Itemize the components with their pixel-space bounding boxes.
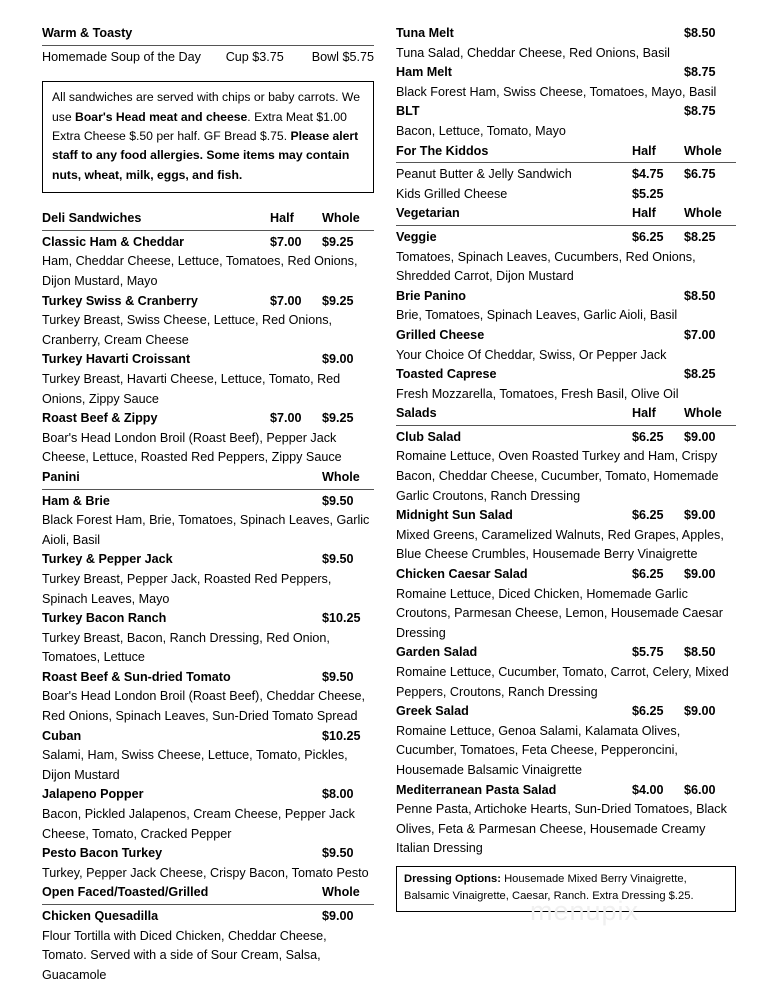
menu-item-row [42,48,374,68]
item-price-half: $7.00 [270,293,302,308]
item-price-whole: $6.75 [684,167,716,182]
item-name: Turkey & Pepper Jack [42,552,173,567]
note-text-2: . Extra Meat $1.00 Extra Cheese $.50 per half. GF Bread $.75. [52,109,347,143]
section-title: Salads [396,406,437,421]
item-description: Brie, Tomatoes, Spinach Leaves, Garlic Aioli, Basil [396,308,678,323]
item-name: Tuna Melt [396,26,454,40]
item-description: Romaine Lettuce, Diced Chicken, Homemade Garlic Croutons, Parmesan Cheese, Lemon, Housemade Caesar Dressing [396,586,723,640]
column-header-whole: Whole [322,469,360,484]
item-description: Black Forest Ham, Brie, Tomatoes, Spinach Leaves, Garlic Aioli, Basil [42,513,370,547]
menu-item-row [396,24,736,44]
item-description: Romaine Lettuce, Oven Roasted Turkey and Ham, Crispy Bacon, Cheddar Cheese, Cucumber, Tomato, Homemade Garlic Croutons, Ranch Dressing [396,449,719,503]
item-price-whole: $8.25 [684,367,716,382]
item-price-half: $7.00 [270,411,302,426]
item-description: Turkey, Pepper Jack Cheese, Crispy Bacon, Tomato Pesto [42,865,369,880]
section-header [396,404,736,424]
item-description: Penne Pasta, Artichoke Hearts, Sun-Dried Tomatoes, Black Olives, Feta & Parmesan Cheese, Housemade Creamy Italian Dressing [396,802,727,856]
menu-item-row [396,228,736,248]
item-price-whole: $8.00 [322,787,354,802]
section-header [42,883,374,903]
item-price-half: $6.25 [632,567,664,582]
section-rule [42,230,374,231]
section-title: For The Kiddos [396,143,489,158]
item-name: Classic Ham & Cheddar [42,234,185,249]
menu-item-row [396,506,736,526]
column-header-whole: Whole [322,885,360,900]
item-price-whole: $10.25 [322,728,361,743]
column-header-whole: Whole [684,143,722,158]
item-price-bowl: Bowl $5.75 [311,49,374,64]
item-description: Boar's Head London Broil (Roast Beef), Cheddar Cheese, Red Onions, Spinach Leaves, Sun-Dried Tomato Spread [42,689,366,724]
item-name: Roast Beef & Sun-dried Tomato [42,669,231,684]
section-rule [396,425,736,426]
item-price-whole: $9.50 [322,552,354,567]
menu-item-row [42,550,374,570]
section-rule [396,225,736,226]
item-description: Ham, Cheddar Cheese, Lettuce, Tomatoes, Red Onions, Dijon Mustard, Mayo [42,254,358,288]
item-name: Ham & Brie [42,493,110,508]
item-description: Mixed Greens, Caramelized Walnuts, Red Grapes, Apples, Blue Cheese Crumbles, Housemade Berry Vinaigrette [396,527,724,562]
section-header [42,24,374,44]
section-rule [42,904,374,905]
item-name: Turkey Swiss & Cranberry [42,293,198,308]
item-price-whole: $8.50 [684,288,716,303]
item-name: Turkey Bacon Ranch [42,611,167,626]
item-name: Toasted Caprese [396,367,497,382]
item-description: Turkey Breast, Swiss Cheese, Lettuce, Red Onions, Cranberry, Cream Cheese [42,313,333,347]
column-header-half: Half [270,211,294,226]
item-name: Grilled Cheese [396,327,485,342]
section-rule [42,489,374,490]
column-header-whole: Whole [684,206,722,221]
item-price-whole: $9.00 [322,352,354,367]
item-name: Midnight Sun Salad [396,508,513,523]
menu-item-row [396,643,736,663]
item-price-half: $7.00 [270,234,302,249]
item-name: Garden Salad [396,645,478,660]
item-price-whole: $10.25 [322,611,361,626]
item-description: Tuna Salad, Cheddar Cheese, Red Onions, Basil [396,45,670,60]
item-price-whole: $7.00 [684,327,716,342]
item-description: Turkey Breast, Bacon, Ranch Dressing, Red Onion, Tomatoes, Lettuce [42,630,330,665]
column-header-half: Half [632,406,656,421]
item-price-whole: $8.50 [684,26,716,40]
menu-item-row [42,609,374,629]
section-rule [396,162,736,163]
section-header [396,204,736,224]
item-price-half: $6.25 [632,704,664,719]
item-price-half: $6.25 [632,508,664,523]
item-name: Club Salad [396,429,462,444]
item-name: Mediterranean Pasta Salad [396,782,557,797]
section-warm-and-toasty [42,24,374,67]
item-price-whole: $8.75 [684,65,716,80]
item-description: Turkey Breast, Havarti Cheese, Lettuce, Tomato, Red Onions, Zippy Sauce [42,371,341,406]
column-header-whole: Whole [684,406,722,421]
menu-item-row [396,102,736,122]
note-allergy-warning: Please alert staff to any food allergies. Some items may contain nuts, wheat, milk, eggs, and fish. [52,129,359,182]
menu-item-row [42,844,374,864]
menu-section [42,468,374,883]
menu-item-row [42,233,374,253]
right-continued-container [396,24,736,142]
menu-section [42,883,374,985]
section-rule [42,45,374,46]
menu-item-row [42,907,374,927]
item-price-whole: $9.00 [684,704,716,719]
menu-item-row [396,781,736,801]
section-title: Vegetarian [396,206,460,221]
menu-item-row [42,409,374,429]
item-price-whole: $8.50 [684,645,716,660]
menu-item-row [42,668,374,688]
dressing-options-label: Dressing Options: [404,872,501,885]
menu-section [42,209,374,468]
note-text-1: All sandwiches are served with chips or baby carrots. We use [52,90,360,124]
item-price-whole: $9.25 [322,411,354,426]
item-name: Turkey Havarti Croissant [42,352,191,367]
dressing-options-text: Housemade Mixed Berry Vinaigrette, Balsamic Vinaigrette, Caesar, Ranch. Extra Dressing $.25. [404,872,694,903]
item-name: Homemade Soup of the Day [42,49,201,64]
menu-item-row [42,492,374,512]
menu-item-row [42,292,374,312]
item-description: Boar's Head London Broil (Roast Beef), Pepper Jack Cheese, Lettuce, Roasted Red Peppers, Zippy Sauce [42,430,342,465]
item-description: Your Choice Of Cheddar, Swiss, Or Pepper Jack [396,347,667,362]
column-header-half: Half [632,143,656,158]
item-description: Turkey Breast, Pepper Jack, Roasted Red Peppers, Spinach Leaves, Mayo [42,571,332,606]
item-name: Chicken Quesadilla [42,909,159,923]
item-price-cup: Cup $3.75 [225,49,284,64]
item-price-half: $4.75 [632,167,664,182]
item-price-whole: $8.75 [684,104,716,119]
item-price-whole: $9.50 [322,493,354,508]
section-header [42,468,374,488]
item-price-whole: $9.50 [322,669,354,684]
menu-section [396,204,736,404]
section-header [396,142,736,162]
item-description: Flour Tortilla with Diced Chicken, Cheddar Cheese, Tomato. Served with a side of Sour Cream, Salsa, Guacamole [42,928,327,982]
item-description: Salami, Ham, Swiss Cheese, Lettuce, Tomato, Pickles, Dijon Mustard [42,748,348,782]
column-header-whole: Whole [322,211,360,226]
item-price-half: $5.75 [632,645,664,660]
item-price-half: $4.00 [632,782,664,797]
menu-section [396,142,736,205]
item-name: Chicken Caesar Salad [396,567,528,582]
right-sections-container [396,142,736,859]
item-price-half: $5.25 [632,186,664,201]
item-price-whole: $9.00 [322,909,354,923]
menu-column-left [42,24,374,985]
menu-item-row [42,785,374,805]
section-title: Open Faced/Toasted/Grilled [42,885,209,900]
menu-item-row [396,165,736,185]
item-description: Fresh Mozzarella, Tomatoes, Fresh Basil, Olive Oil [396,386,679,401]
menu-column-right [396,24,736,912]
menu-item-row [396,365,736,385]
item-price-whole: $9.00 [684,567,716,582]
item-description: Bacon, Pickled Jalapenos, Cream Cheese, Pepper Jack Cheese, Tomato, Cracked Pepper [42,807,355,841]
section-title: Warm & Toasty [42,26,133,40]
menu-section [396,404,736,859]
item-name: Peanut Butter & Jelly Sandwich [396,167,572,182]
column-header-half: Half [632,206,656,221]
item-price-whole: $9.00 [684,429,716,444]
menu-item-row [396,63,736,83]
item-price-whole: $9.00 [684,508,716,523]
menu-item-row [396,565,736,585]
item-name: Ham Melt [396,65,452,80]
left-sections-container [42,209,374,985]
menu-item-row [396,287,736,307]
item-name: Brie Panino [396,288,466,303]
item-description: Black Forest Ham, Swiss Cheese, Tomatoes, Mayo, Basil [396,84,717,99]
item-name: BLT [396,104,420,119]
item-price-whole: $6.00 [684,782,716,797]
menu-item-row [396,428,736,448]
item-price-whole: $9.50 [322,846,354,861]
menu-item-row [396,185,736,205]
menu-item-row [396,326,736,346]
item-name: Jalapeno Popper [42,787,144,802]
item-name: Veggie [396,229,437,244]
menu-item-row [42,350,374,370]
section-header [42,209,374,229]
item-price-whole: $9.25 [322,293,354,308]
item-price-whole: $8.25 [684,229,716,244]
item-price-half: $6.25 [632,229,664,244]
item-name: Kids Grilled Cheese [396,186,508,201]
item-name: Pesto Bacon Turkey [42,846,163,861]
note-brand: Boar's Head meat and cheese [75,109,248,124]
item-name: Greek Salad [396,704,469,719]
section-title: Deli Sandwiches [42,211,142,226]
allergy-note-box [42,81,374,193]
item-description: Tomatoes, Spinach Leaves, Cucumbers, Red Onions, Shredded Carrot, Dijon Mustard [396,249,696,284]
item-description: Romaine Lettuce, Genoa Salami, Kalamata Olives, Cucumber, Tomatoes, Feta Cheese, Pepperoncini, Housemade Balsamic Vinaigrette [396,723,681,777]
menu-columns [42,24,740,985]
item-name: Cuban [42,728,82,743]
item-description: Romaine Lettuce, Cucumber, Tomato, Carrot, Celery, Mixed Peppers, Croutons, Ranch Dressing [396,665,729,699]
item-description: Bacon, Lettuce, Tomato, Mayo [396,123,566,138]
menupix-watermark: menupix [530,896,640,926]
item-price-whole: $9.25 [322,234,354,249]
item-price-half: $6.25 [632,429,664,444]
section-title: Panini [42,469,80,484]
menu-item-row [42,727,374,747]
item-name: Roast Beef & Zippy [42,411,158,426]
menu-item-row [396,702,736,722]
